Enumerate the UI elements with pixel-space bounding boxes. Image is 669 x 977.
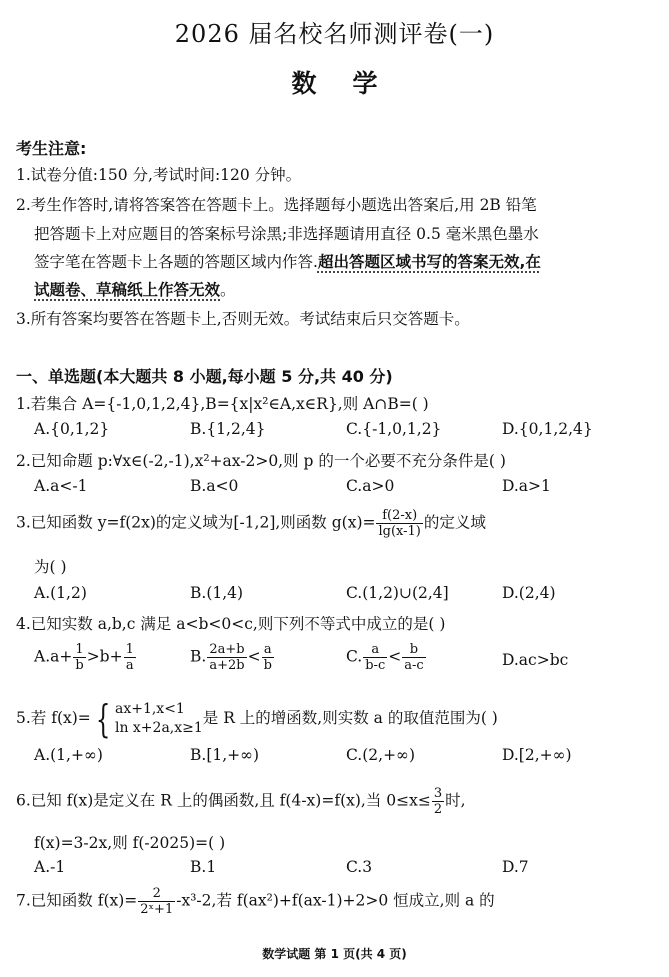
q5-option-b: B.[1,+∞) — [190, 746, 260, 764]
question-3-stem — [16, 508, 486, 539]
q4c-frac-1 — [363, 642, 387, 673]
subject-title: 数学 — [291, 69, 414, 98]
q4b-den-2: b — [263, 658, 272, 673]
q4a-frac-1 — [73, 642, 85, 673]
q6-stem-post: 时, — [445, 791, 466, 810]
notice-emphasis-text: 超出答题区域书写的答案无效,在 — [317, 253, 541, 271]
q6-option-c: C.3 — [346, 858, 373, 876]
notice-item-2-line-1: 2.考生作答时,请将答案答在答题卡上。选择题每小题选出答案后,用 2B 铅笔 — [16, 196, 537, 214]
q4b-num-2: a — [262, 642, 274, 658]
q5-stem-pre: 5.若 f(x)= — [16, 709, 91, 727]
q5-stem-post: 是 R 上的增函数,则实数 a 的取值范围为( ) — [202, 709, 498, 727]
q6-stem-pre: 6.已知 f(x)是定义在 R 上的偶函数,且 f(4-x)=f(x),当 0≤x≤ — [16, 791, 431, 810]
q4b-mid: < — [247, 647, 261, 666]
q2-option-a: A.a<-1 — [34, 477, 88, 495]
q5-option-a: A.(1,+∞) — [34, 746, 103, 764]
q6-option-b: B.1 — [190, 858, 217, 876]
notice-period: 。 — [220, 281, 236, 299]
q4a-mid: >b+ — [86, 647, 123, 666]
notice-item-2-line-3 — [34, 250, 541, 272]
q5-case-2: ln x+2a,x≥1 — [114, 720, 203, 736]
q4c-mid: < — [388, 647, 402, 666]
q4b-den-1: a+2b — [209, 658, 245, 673]
question-7-stem — [16, 886, 495, 917]
q4b-num-1: 2a+b — [209, 642, 245, 657]
q3-frac-num: f(2-x) — [376, 508, 422, 524]
q4-option-b — [190, 642, 275, 673]
q4c-pre: C. — [346, 647, 363, 666]
q3-option-c: C.(1,2)∪(2,4] — [346, 584, 449, 602]
question-3-stem-line-2: 为( ) — [34, 558, 67, 576]
q7-stem-post: -x³-2,若 f(ax²)+f(ax-1)+2>0 恒成立,则 a 的 — [176, 891, 495, 910]
q4-option-a — [34, 642, 137, 673]
q2-option-c: C.a>0 — [346, 477, 395, 495]
notice-heading: 考生注意: — [16, 139, 87, 158]
q4a-num-1: 1 — [73, 642, 85, 658]
q5-option-d: D.[2,+∞) — [502, 746, 572, 764]
q6-option-d: D.7 — [502, 858, 529, 876]
q1-option-d: D.{0,1,2,4} — [502, 420, 593, 438]
q1-option-b: B.{1,2,4} — [190, 420, 266, 438]
notice-emphasis-text-2: 试题卷、草稿纸上作答无效 — [34, 281, 221, 299]
q7-fraction — [138, 886, 175, 917]
q1-option-c: C.{-1,0,1,2} — [346, 420, 442, 438]
exam-title: 2026 届名校名师测评卷(一) — [174, 20, 495, 48]
question-2-stem: 2.已知命题 p:∀x∈(-2,-1),x²+ax-2>0,则 p 的一个必要不充分条件是( ) — [16, 452, 506, 470]
q5-cases — [115, 700, 203, 738]
q4c-num-2: b — [402, 642, 425, 658]
section-heading: 一、单选题(本大题共 8 小题,每小题 5 分,共 40 分) — [16, 367, 393, 386]
notice-item-3: 3.所有答案均要答在答题卡上,否则无效。考试结束后只交答题卡。 — [16, 310, 470, 328]
page-footer: 数学试题 第 1 页(共 4 页) — [262, 947, 407, 961]
q3-option-b: B.(1,4) — [190, 584, 244, 602]
q4b-frac-2 — [262, 642, 274, 673]
q4c-den-1: b-c — [365, 658, 386, 673]
q6-fraction — [432, 786, 444, 817]
question-5-stem — [16, 697, 498, 741]
q3-stem-pre: 3.已知函数 y=f(2x)的定义域为[-1,2],则函数 g(x)= — [16, 513, 376, 532]
q4-option-c — [346, 642, 427, 673]
q3-frac-den: lg(x-1) — [378, 524, 421, 539]
notice-item-1: 1.试卷分值:150 分,考试时间:120 分钟。 — [16, 166, 302, 184]
q4a-pre: A.a+ — [34, 647, 73, 666]
q4-option-d: D.ac>bc — [502, 651, 569, 669]
q4b-pre: B. — [190, 647, 207, 666]
q7-stem-pre: 7.已知函数 f(x)= — [16, 891, 138, 910]
q5-brace: { — [95, 697, 111, 741]
q4b-frac-1 — [207, 642, 246, 673]
q4a-den-1: b — [75, 658, 84, 673]
q3-option-a: A.(1,2) — [34, 584, 87, 602]
q6-frac-num: 3 — [433, 786, 443, 801]
q5-case-1: ax+1,x<1 — [114, 701, 185, 717]
q1-option-a: A.{0,1,2} — [34, 420, 110, 438]
q3-stem-post: 的定义域 — [423, 513, 486, 532]
q7-frac-num: 2 — [138, 886, 175, 902]
q2-option-d: D.a>1 — [502, 477, 551, 495]
notice-plain-text: 签字笔在答题卡上各题的答题区域内作答. — [34, 253, 318, 271]
q5-option-c: C.(2,+∞) — [346, 746, 416, 764]
q4a-frac-2 — [124, 642, 136, 673]
q4a-den-2: a — [125, 658, 134, 673]
question-4-stem: 4.已知实数 a,b,c 满足 a<b<0<c,则下列不等式中成立的是( ) — [16, 615, 446, 633]
notice-item-2-line-2: 把答题卡上对应题目的答案标号涂黑;非选择题请用直径 0.5 毫米黑色墨水 — [34, 225, 539, 243]
q7-frac-den: 2ˣ+1 — [140, 902, 174, 917]
notice-item-2-line-4 — [34, 278, 236, 300]
q3-option-d: D.(2,4) — [502, 584, 556, 602]
question-6-stem — [16, 786, 466, 817]
q4c-frac-2 — [402, 642, 425, 673]
q4c-den-2: a-c — [404, 658, 424, 673]
q6-frac-den: 2 — [433, 802, 443, 817]
q6-option-a: A.-1 — [34, 858, 66, 876]
q4c-num-1: a — [363, 642, 387, 658]
q2-option-b: B.a<0 — [190, 477, 239, 495]
q3-fraction — [376, 508, 422, 539]
question-6-stem-line-2: f(x)=3-2x,则 f(-2025)=( ) — [34, 834, 226, 852]
q4a-num-2: 1 — [125, 642, 134, 657]
question-1-stem: 1.若集合 A={-1,0,1,2,4},B={x|x²∈A,x∈R},则 A∩B=( ) — [16, 395, 429, 413]
